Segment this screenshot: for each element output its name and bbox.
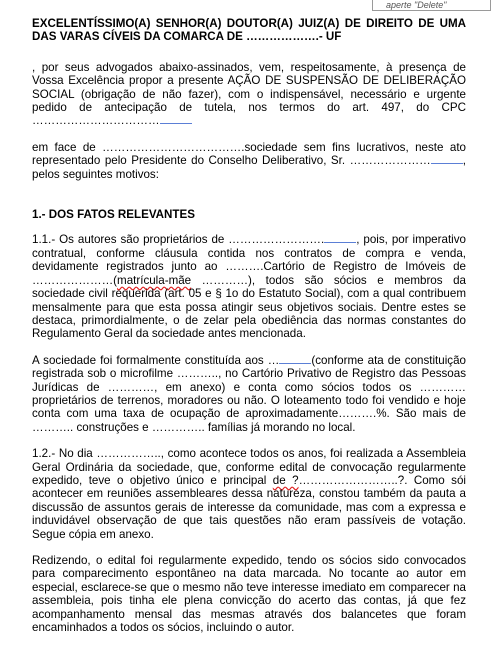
fill-in-blank[interactable] (431, 154, 463, 164)
paragraph-text: 1.2.- No dia …………….., como acontece todos os anos, foi realizada a Assembleia Geral Ordinária da sociedade, que, conforme edital de convocação regularmente expedido, teve o objetivo único e principal (32, 447, 466, 487)
paragraph-1-2[interactable] (32, 447, 466, 541)
paragraph-constitution[interactable] (32, 354, 466, 434)
paragraph-text: A sociedade foi formalmente constituída aos … (32, 353, 280, 367)
paragraph-text: (conforme ata de constituição registrada sob o microfilme ……….., no Cartório Privativo de Registro das Pessoas Jurídicas de …………, em anexo) e conta como sócios todos os ………… proprietários de terrenos, moradores ou não. O loteamento todo foi vendido e hoje conta com uma taxa de ocupação de aproximadamente……….%. São mais de ……….. construções e ………….. famílias já morando no local. (32, 353, 466, 434)
document-heading: EXCELENTÍSSIMO(A) SENHOR(A) DOUTOR(A) JUIZ(A) DE DIREITO DE UMA DAS VARAS CÍVEIS DA COMARCA DE ……………….- UF (32, 17, 466, 44)
spelling-error-word[interactable]: matrícula-mãe (117, 273, 192, 287)
delete-hint-tooltip: aperte "Delete" (372, 0, 491, 11)
facing-text: em face de ……………………………….sociedade sem fins lucrativos, neste ato representado pelo Presidente do Conselho Deliberativo, Sr. ………………… (32, 140, 466, 168)
fill-in-blank[interactable] (324, 233, 356, 243)
paragraph-text: ……………………..?. Como sói acontecer em reuniões assembleares dessa natureza, constou também da pauta a discussão de assuntos gerais de interesse da comunidade, mas com a expressa e induvidável observação de que tais questões não eram passíveis de votação. Segue cópia em anexo. (32, 473, 466, 541)
intro-text: , por seus advogados abaixo-assinados, vem, respeitosamente, à presença de Vossa Excelência propor a presente AÇÃO DE SUSPENSÃO DE DELIBERAÇÃO SOCIAL (obrigação de não fazer), com o indispensável, necessário e urgente pedido de antecipação de tutela, nos termos do art. 497, do CPC …………………………… (32, 60, 466, 128)
paragraph-text: …………), todos são sócios e membros da sociedade civil requerida (art. 05 e § 1o do Estatuto Social), com a qual contribuem mensalmente para que esta possa atingir seus objetivos sociais. Dentre estes se destaca, primordialmente, o de zelar pela obediência das normas constantes do Regulamento Geral da sociedade antes mencionada. (32, 273, 466, 341)
paragraph-text: , pois, por imperativo contratual, conforme cláusula contida nos contratos de compra e venda, devidamente registrados junto ao ……….Cartório de Registro de Imóveis de …………………( (32, 233, 466, 287)
spelling-error-word[interactable]: de ? (272, 473, 299, 487)
fill-in-blank[interactable] (279, 354, 311, 364)
intro-paragraph[interactable] (32, 61, 466, 128)
paragraph-text: 1.1.- Os autores são proprietários de ……………………. (32, 233, 325, 247)
document-body (32, 17, 466, 647)
fill-in-blank[interactable] (160, 114, 192, 124)
paragraph-edital[interactable]: Redizendo, o edital foi regularmente expedido, tendo os sócios sido convocados para comparecimento espontâneo na data marcada. No tocante ao autor em especial, esclarece-se que o mesmo não teve interesse imediato em comparecer na assembleia, pois tinha ele plena convicção do acerto das contas, já que fez acompanhamento mensal das mesmas através dos balancetes que foram encaminhados a todos os sócios, incluindo o autor. (32, 554, 466, 635)
facing-end-text: , pelos seguintes motivos: (32, 154, 466, 181)
paragraph-1-1[interactable] (32, 233, 466, 340)
facing-paragraph[interactable] (32, 141, 466, 181)
section-title: 1.- DOS FATOS RELEVANTES (32, 208, 195, 222)
